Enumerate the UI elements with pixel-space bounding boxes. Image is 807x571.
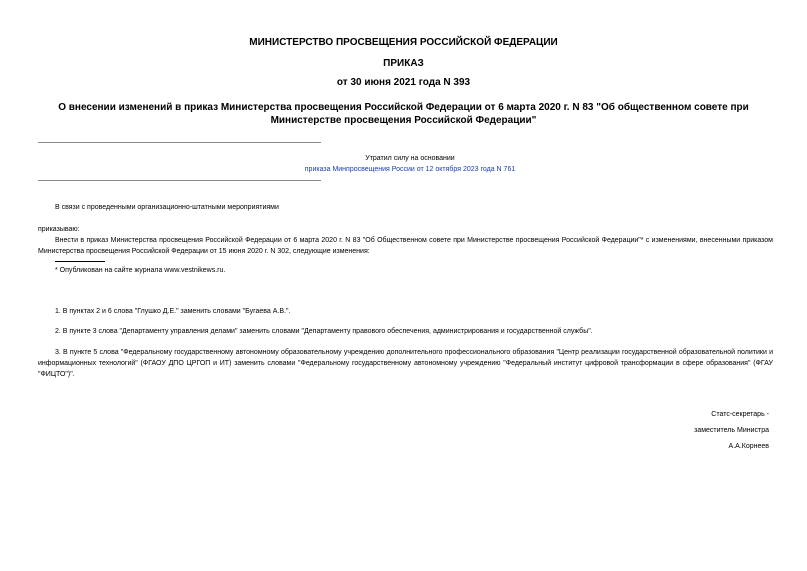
notice-top-rule (38, 142, 321, 143)
signature-position-2: заместитель Министра (694, 427, 769, 434)
main-paragraph: Внести в приказ Министерства просвещения Российской Федерации от 6 марта 2020 г. N 83 "Об Общественном совете при Министерстве просвещения Российской Федерации"* с изменениями, внесенными приказом Министерства просвещения Российской Федерации от 15 июня 2020 г. N 302, следующие изменения: (38, 237, 773, 255)
list-item-1: 1. В пунктах 2 и 6 слова "Глушко Д.Е." заменить словами "Бугаева А.В.". (55, 308, 291, 315)
repeal-notice-link[interactable]: приказа Минпросвещения России от 12 октября 2023 года N 761 (304, 166, 516, 173)
intro-paragraph: В связи с проведенными организационно-штатными мероприятиями (55, 204, 279, 211)
footnote: * Опубликован на сайте журнала www.vestnikews.ru. (55, 267, 226, 274)
repeal-notice-text: Утратил силу на основании (365, 155, 455, 162)
list-item-2: 2. В пункте 3 слова "Департаменту управления делами" заменить словами "Департаменту правового обеспечения, администрирования и государственной службы". (55, 328, 593, 335)
list-item-3: 3. В пункте 5 слова "Федеральному государственному автономному образовательному учреждению дополнительного профессионального образования "Центр реализации государственной образовательной политики и информационных технологий" (ФГАОУ ДПО ЦРГОП и ИТ) заменить словами "Федеральному государственному автономному учреждению "Федеральный институт цифровой трансформации в сфере образования" (ФГАУ "ФИЦТО")". (38, 349, 773, 378)
signature-position-1: Статс-секретарь - (711, 411, 769, 418)
signature-name: А.А.Корнеев (728, 443, 769, 450)
document-title: О внесении изменений в приказ Министерства просвещения Российской Федерации от 6 марта 2020 г. N 83 "Об общественном совете при Министерстве просвещения Российской Федерации" (58, 102, 749, 126)
notice-bottom-rule (38, 180, 321, 181)
footnote-rule (55, 261, 105, 262)
document-date-number: от 30 июня 2021 года N 393 (336, 77, 471, 88)
document-type: ПРИКАЗ (383, 58, 424, 69)
order-word: приказываю: (38, 226, 80, 233)
ministry-heading: МИНИСТЕРСТВО ПРОСВЕЩЕНИЯ РОССИЙСКОЙ ФЕДЕРАЦИИ (249, 37, 558, 48)
